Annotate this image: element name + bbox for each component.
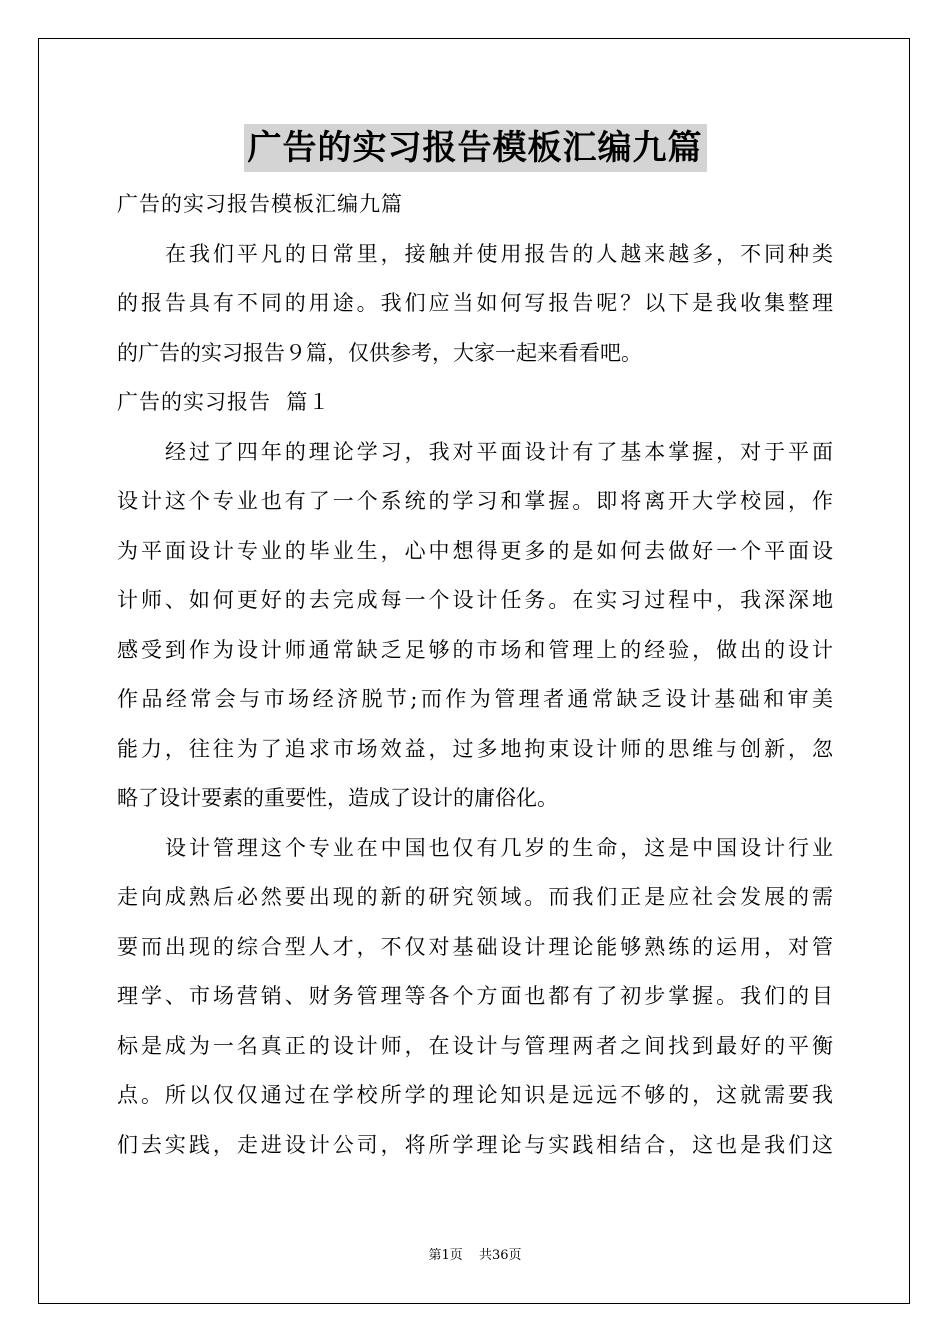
page-footer (0, 1247, 950, 1265)
paragraph-line: 标是成为一名真正的设计师，在设计与管理两者之间找到最好的平衡 (117, 1033, 833, 1058)
paragraph-line: 设计管理这个专业在中国也仅有几岁的生命，这是中国设计行业 (165, 835, 833, 860)
paragraph-line: 走向成熟后必然要出现的新的研究领域。而我们正是应社会发展的需 (117, 885, 833, 909)
page-total: 共36页 (478, 1248, 522, 1263)
paragraph-line: 计师、如何更好的去完成每一个设计任务。在实习过程中，我深深地 (117, 588, 833, 612)
document-body (117, 180, 833, 1170)
paragraph-line: 们去实践，走进设计公司，将所学理论与实践相结合，这也是我们这 (117, 1132, 833, 1157)
paragraph-line: 感受到作为设计师通常缺乏足够的市场和管理上的经验，做出的设计 (117, 637, 833, 662)
title-container (0, 124, 950, 172)
intro-paragraph (117, 230, 833, 379)
paragraph-line: 要而出现的综合型人才，不仅对基础设计理论能够熟练的运用，对管 (117, 934, 833, 959)
paragraph-line: 略了设计要素的重要性，造成了设计的庸俗化。 (117, 786, 558, 810)
paragraph-line: 点。所以仅仅通过在学校所学的理论知识是远远不够的，这就需要我 (117, 1083, 833, 1107)
subtitle: 广告的实习报告模板汇编九篇 (117, 192, 403, 216)
body-paragraph (117, 428, 833, 824)
body-paragraph (117, 824, 833, 1171)
paragraph-line: 能力，往往为了追求市场效益，过多地拘束设计师的思维与创新，忽 (117, 736, 833, 761)
document-title: 广告的实习报告模板汇编九篇 (244, 124, 707, 172)
paragraph-line: 为平面设计专业的毕业生，心中想得更多的是如何去做好一个平面设 (117, 538, 833, 563)
paragraph-line: 作品经常会与市场经济脱节;而作为管理者通常缺乏设计基础和审美 (117, 687, 833, 711)
section-heading: 广告的实习报告 篇１ (117, 390, 331, 414)
paragraph-line: 的广告的实习报告９篇，仅供参考，大家一起来看看吧。 (117, 340, 642, 365)
paragraph-line: 经过了四年的理论学习，我对平面设计有了基本掌握，对于平面 (165, 439, 833, 464)
paragraph-line: 设计这个专业也有了一个系统的学习和掌握。即将离开大学校园，作 (117, 489, 833, 513)
paragraph-line: 的报告具有不同的用途。我们应当如何写报告呢？以下是我收集整理 (117, 291, 833, 315)
paragraph-line: 理学、市场营销、财务管理等各个方面也都有了初步掌握。我们的目 (117, 984, 833, 1008)
paragraph-line: 在我们平凡的日常里，接触并使用报告的人越来越多，不同种类 (165, 241, 833, 266)
page-number: 第1页 (428, 1248, 463, 1263)
